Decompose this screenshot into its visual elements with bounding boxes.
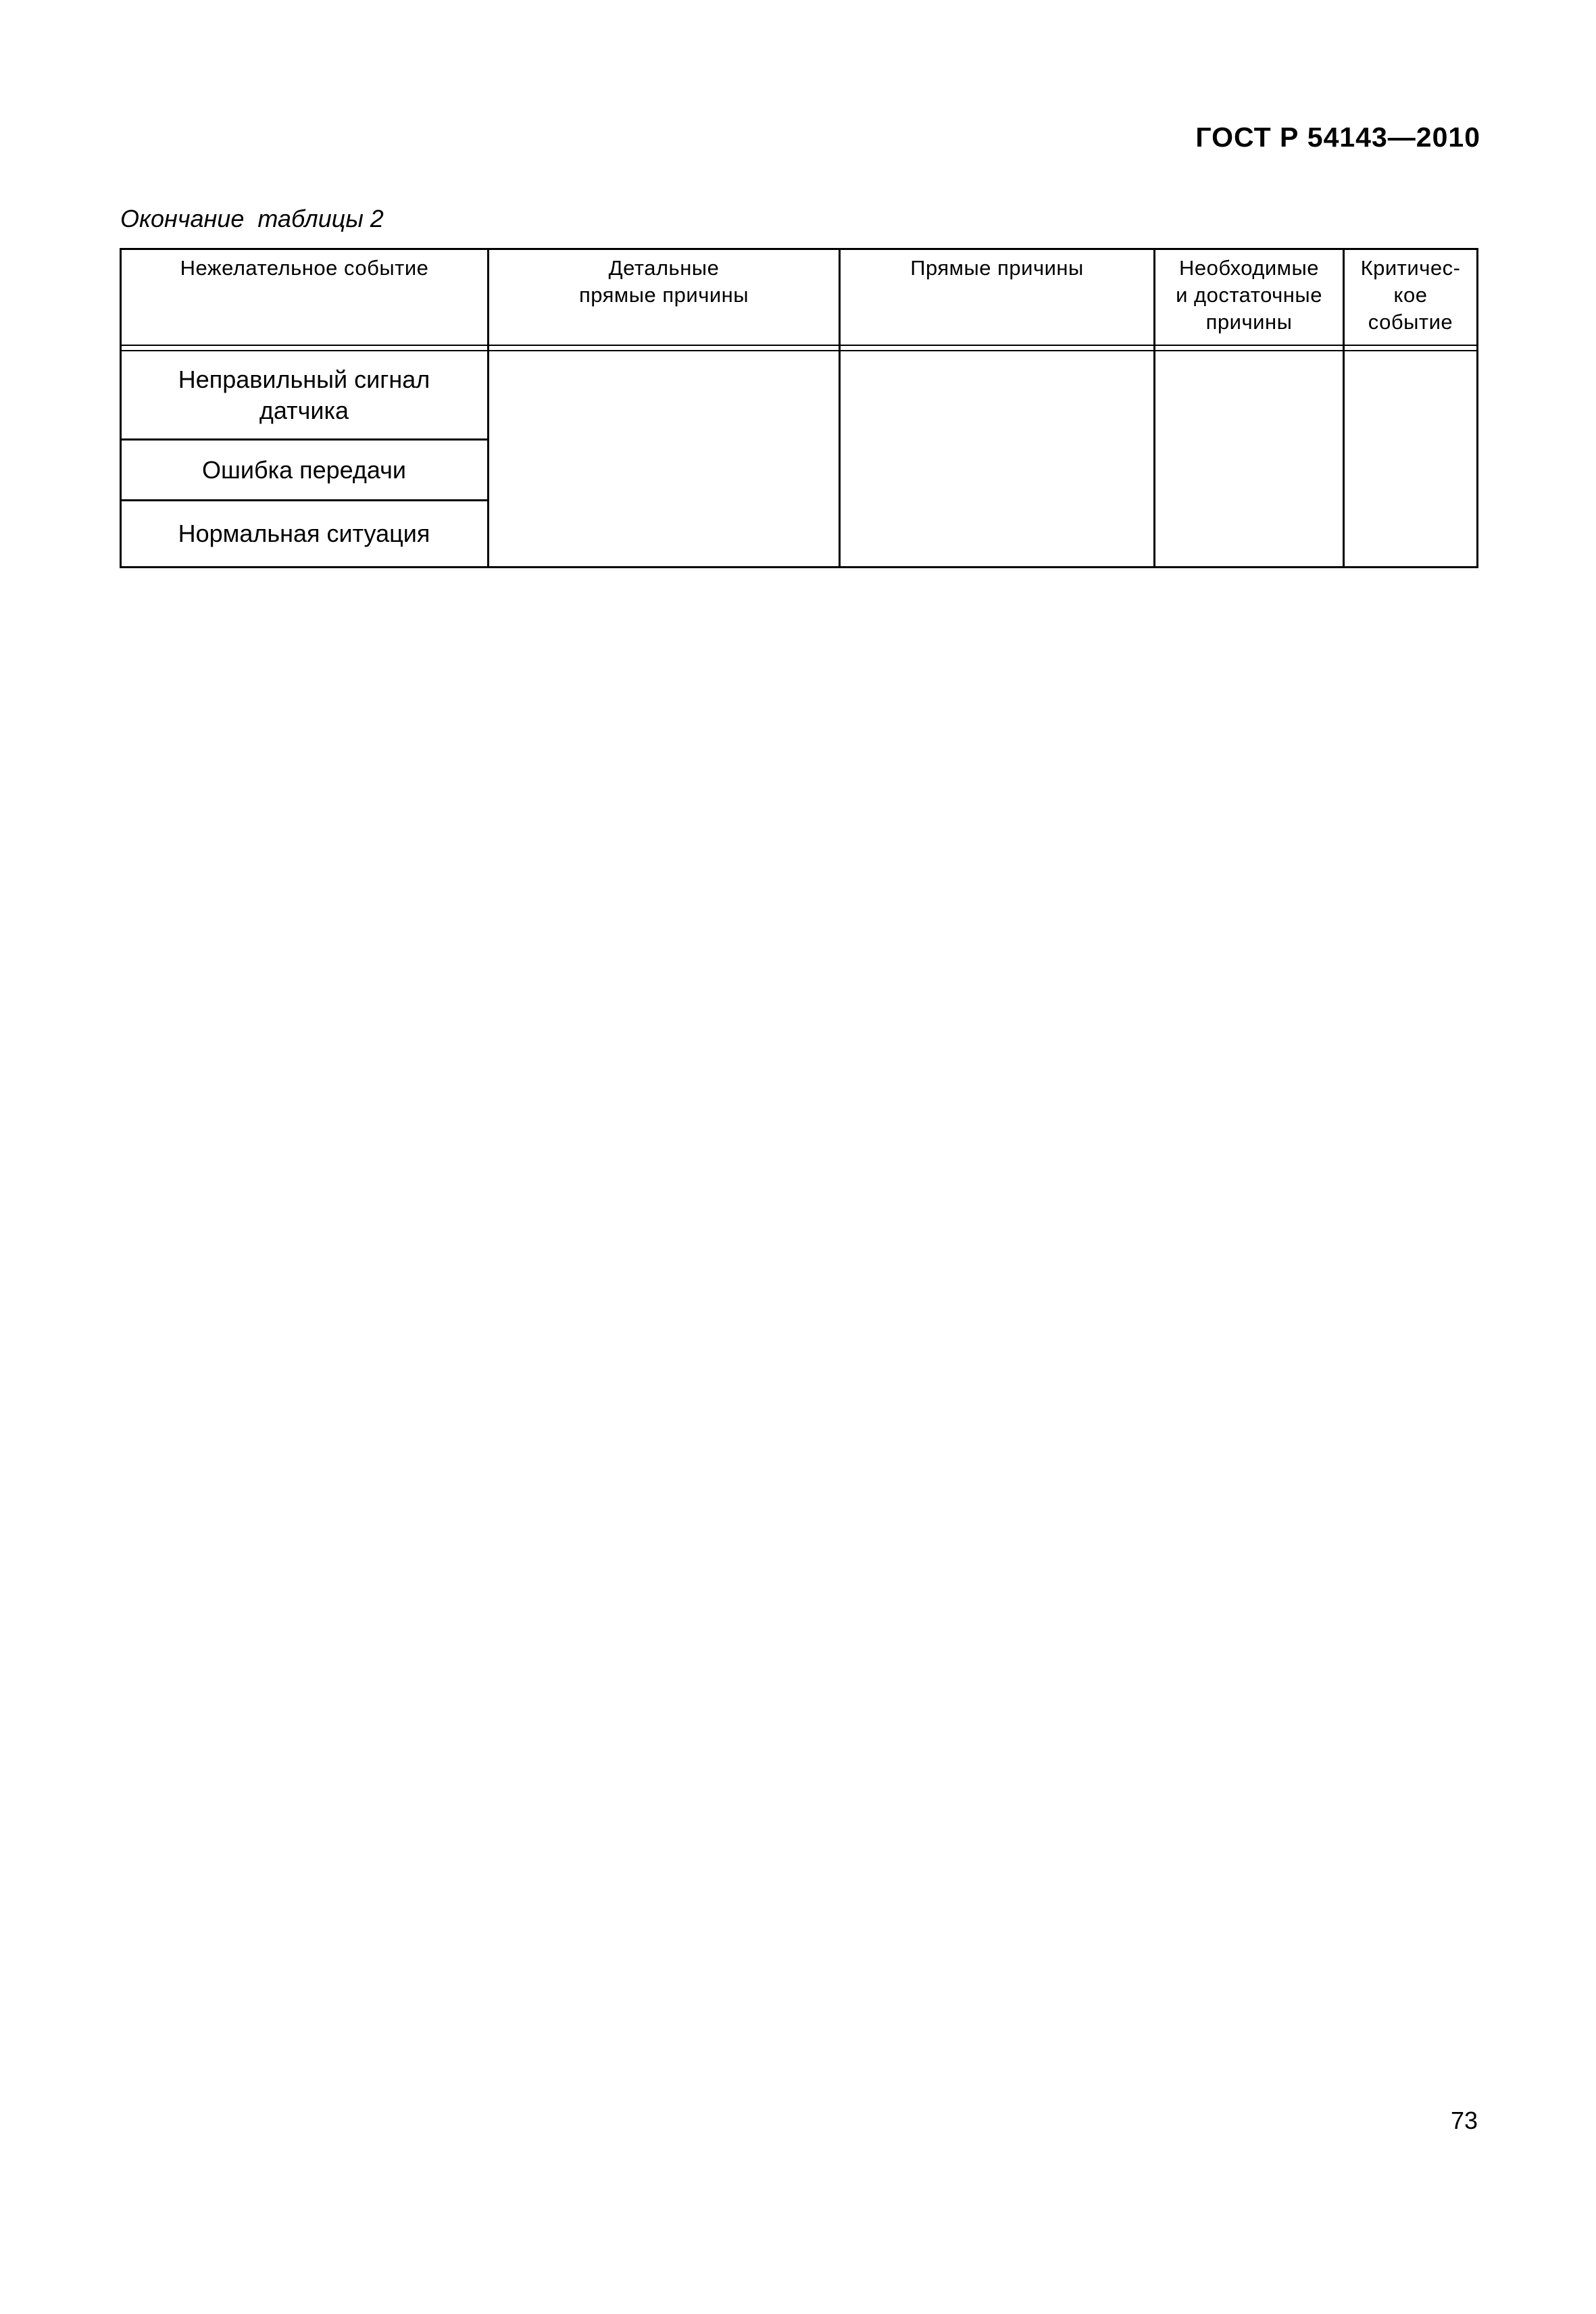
document-code: ГОСТ Р 54143—2010 (1195, 122, 1480, 153)
column-header-line: прямые причины (578, 283, 749, 307)
row-label-line: Неправильный сигнал (178, 365, 430, 393)
column-header-line: Нежелательное событие (180, 256, 429, 280)
page-number: 73 (1450, 2107, 1478, 2134)
column-header-line: Прямые причины (910, 256, 1084, 280)
column-header-line: Критичес- (1360, 256, 1461, 280)
column-divider-2 (839, 248, 841, 568)
row-label-line: Ошибка передачи (201, 455, 407, 484)
column-header-line: Детальные (608, 256, 720, 280)
header-separator-top (120, 345, 1478, 346)
column-header-critical-event (1345, 255, 1476, 336)
row-label-line: Нормальная ситуация (178, 520, 430, 547)
table-caption: Окончание таблицы 2 (120, 205, 384, 232)
events-table (120, 248, 1478, 568)
column-header-line: событие (1368, 310, 1453, 334)
table-row-normal-situation (122, 501, 487, 566)
table-row-transmission-error (122, 441, 487, 499)
table-row-incorrect-sensor-signal (122, 351, 487, 438)
column-header-line: и достаточные (1176, 283, 1322, 307)
column-header-line: причины (1205, 310, 1293, 334)
column-header-necessary-sufficient-causes (1155, 255, 1343, 336)
row-label-line: датчика (259, 396, 349, 424)
column-header-line: кое (1393, 283, 1428, 307)
column-header-direct-causes (841, 255, 1153, 282)
column-header-detailed-direct-causes (489, 255, 839, 309)
column-header-undesired-event (122, 255, 487, 282)
column-header-line: Необходимые (1178, 256, 1320, 280)
